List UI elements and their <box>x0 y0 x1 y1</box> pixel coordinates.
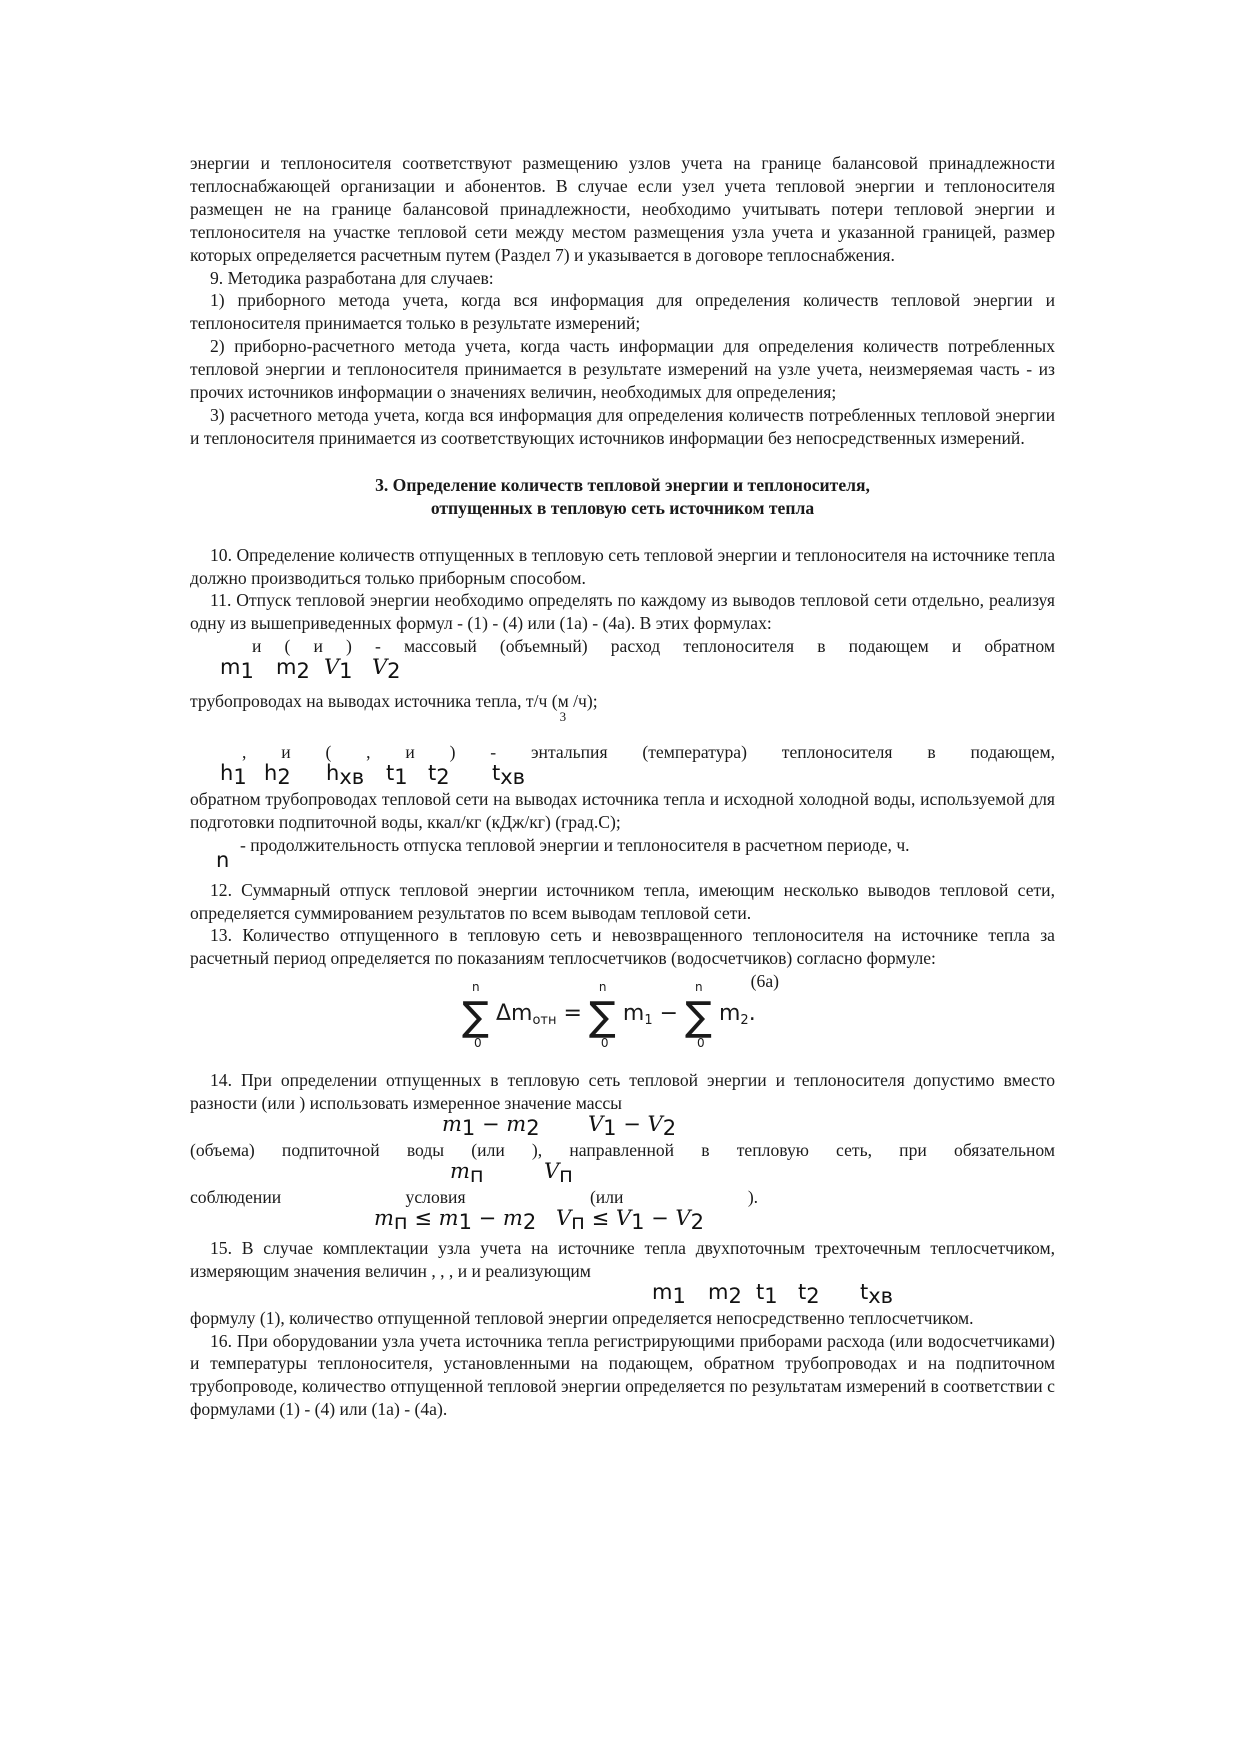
formula-15-t1: t1 <box>756 1279 778 1308</box>
formula-mass-symbols <box>190 655 1055 684</box>
equation-number-6a: (6а) <box>750 971 779 992</box>
paragraph-11-mass: и ( и ) - массовый (объемный) расход теплоносителя в подающем и обратном <box>252 636 1055 657</box>
formula-mp: mп <box>450 1158 484 1187</box>
paragraph-10: 10. Определение количеств отпущенных в тепловую сеть тепловой энергии и теплоносителя на источнике тепла должно производиться только приборным способом. <box>190 544 1055 588</box>
paragraph-11: 11. Отпуск тепловой энергии необходимо определять по каждому из выводов тепловой сети отдельно, реализуя одну из вышеприведенных формул - (1) - (4) или (1а) - (4а). В этих формулах: <box>190 590 1055 634</box>
formula-t2: t2 <box>428 760 450 789</box>
cube-superscript: 3 <box>559 709 567 725</box>
formula-h2: h2 <box>264 760 291 789</box>
formula-14-condition <box>190 1205 1055 1234</box>
formula-m2: m2 <box>276 655 310 684</box>
paragraph-14-b: (объема) подпиточной воды (или ), направленной в тепловую сеть, при обязательном <box>190 1140 1055 1160</box>
formula-t1: t1 <box>386 760 408 789</box>
paragraph-11-mass-units: трубопроводах на выводах источника тепла, т/ч (м $/ч);_3$ <box>190 691 598 725</box>
heading-line-2: отпущенных в тепловую сеть источником тепла <box>430 497 815 518</box>
paragraph-15-b: формулу (1), количество отпущенной тепловой энергии определяется непосредственно теплосчетчиком. <box>190 1307 974 1328</box>
sum-sign-1: ∑ n 0 <box>462 980 489 1051</box>
paragraph-16: 16. При оборудовании узла учета источника тепла регистрирующими приборами расхода (или водосчетчиками) и температуры теплоносителя, установленными на подающем, обратном трубопроводах и на подпиточном трубопроводе, количество отпущенной тепловой энергии определяется по результатам измерений в соответствии с формулами (1) - (4) или (1а) - (4а). <box>190 1330 1055 1420</box>
heading-line-1: 3. Определение количеств тепловой энергии и теплоносителя, <box>375 474 870 495</box>
paragraph-9: 9. Методика разработана для случаев: <box>210 267 494 288</box>
paragraph-11-enthalpy: , и ( , и ) - энтальпия (температура) теплоносителя в подающем, <box>242 742 1055 763</box>
formula-vp-le: Vп ≤ V1 − V2 <box>556 1205 704 1234</box>
formula-v1-v2: V1 − V2 <box>588 1112 677 1140</box>
formula-h1: h1 <box>220 760 247 789</box>
paragraph-11-duration: - продолжительность отпуска тепловой энергии и теплоносителя в расчетном периоде, ч. <box>240 834 910 855</box>
paragraph-9-1: 1) приборного метода учета, когда вся информация для определения количеств тепловой энергии и теплоносителя принимается только в результате измерений; <box>190 290 1055 334</box>
formula-14-feed <box>190 1158 1055 1187</box>
formula-n: n <box>216 847 230 872</box>
formula-hxv: hхв <box>326 760 365 789</box>
formula-v1: V1 <box>324 655 353 684</box>
formula-vp: Vп <box>544 1158 573 1187</box>
formula-15-txv: tхв <box>860 1279 894 1308</box>
document-page <box>190 152 1055 1421</box>
paragraph-15-a: 15. В случае комплектации узла учета на источнике тепла двухпоточным трехточечным теплосчетчиком, измеряющим значения величин , , , и и реализующим <box>190 1237 1055 1281</box>
formula-enthalpy-symbols <box>190 760 1055 789</box>
paragraph-11-enthalpy-cont: обратном трубопроводах тепловой сети на выводах источника тепла и исходной холодной воды, используемой для подготовки подпиточной воды, ккал/кг (кДж/кг) (град.С); <box>190 788 1055 832</box>
paragraph-9-3: 3) расчетного метода учета, когда вся информация для определения количеств потребленных тепловой энергии и теплоносителя принимается из соответствующих источников информации без непосредственных измерений. <box>190 404 1055 448</box>
formula-6a-expression: ∑ n 0 $\Delta m_{отн}$ = ∑ n 0 $m_1$ − ∑ n 0 $m_2$. <box>462 980 756 1051</box>
formula-n-symbol <box>190 847 1055 879</box>
formula-m1-m2: m1 − m2 <box>442 1112 540 1140</box>
paragraph-12: 12. Суммарный отпуск тепловой энергии источником тепла, имеющим несколько выводов тепловой сети, определяется суммированием результатов по всем выводам тепловой сети. <box>190 879 1055 923</box>
formula-15-symbols <box>190 1279 1055 1308</box>
section-heading <box>190 474 1055 520</box>
paragraph-13: 13. Количество отпущенного в тепловую сеть и невозвращенного теплоносителя на источнике тепла за расчетный период определяется по показаниям теплосчетчиков (водосчетчиков) согласно формуле: <box>190 925 1055 969</box>
formula-mp-le: mп ≤ m1 − m2 <box>374 1205 537 1234</box>
paragraph-14-c: соблюдении условия (или ). <box>190 1186 759 1207</box>
formula-15-m2: m2 <box>708 1279 742 1308</box>
paragraph-14-a: 14. При определении отпущенных в тепловую сеть тепловой энергии и теплоносителя допустимо вместо разности (или ) использовать измеренное значение массы <box>190 1070 1055 1114</box>
formula-15-m1: m1 <box>652 1279 686 1308</box>
sum-sign-3: ∑ n 0 <box>685 980 712 1051</box>
formula-txv: tхв <box>492 760 526 789</box>
sum-sign-2: ∑ n 0 <box>588 980 616 1051</box>
formula-m1: m1 <box>220 655 254 684</box>
paragraph-9-2: 2) приборно-расчетного метода учета, когда часть информации для определения количеств потребленных тепловой энергии и теплоносителя принимается в результате измерений на узле учета, неизмеряемая часть - из прочих источников информации о значениях величин, необходимых для определения; <box>190 336 1055 403</box>
formula-15-t2: t2 <box>798 1279 820 1308</box>
formula-v2: V2 <box>372 655 401 684</box>
formula-14-diff <box>190 1112 1055 1140</box>
paragraph-intro: энергии и теплоносителя соответствуют размещению узлов учета на границе балансовой принадлежности теплоснабжающей организации и абонентов. В случае если узел учета тепловой энергии и теплоносителя размещен не на границе балансовой принадлежности, необходимо учитывать потери тепловой энергии и теплоносителя на участке тепловой сети между местом размещения узла учета и указанной границей, размер которых определяется расчетным путем (Раздел 7) и указывается в договоре теплоснабжения. <box>190 153 1055 265</box>
